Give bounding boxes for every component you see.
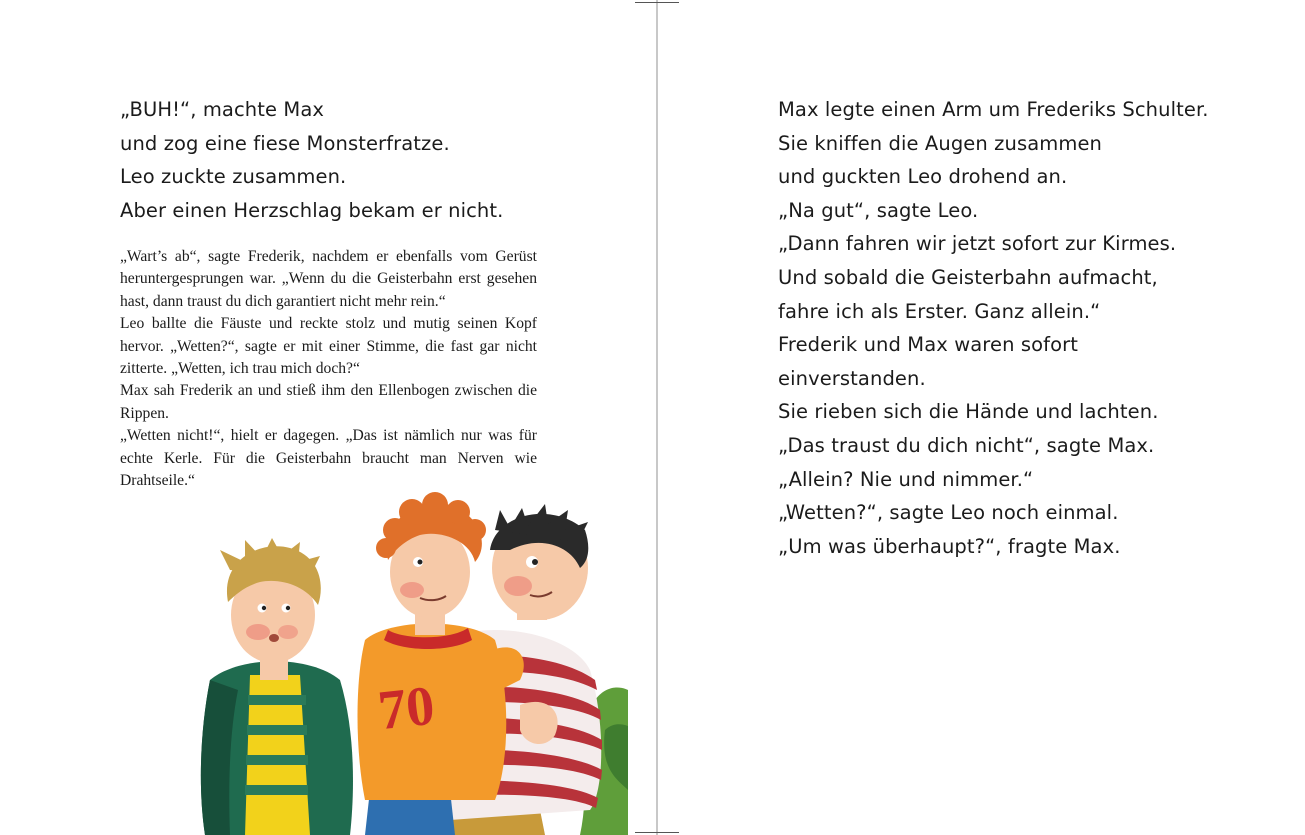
large-text-line: Sie rieben sich die Hände und lachten. <box>778 400 1159 424</box>
jersey-number: 70 <box>375 674 438 743</box>
large-text-line: „Dann fahren wir jetzt sofort zur Kirmes. <box>778 232 1177 256</box>
right-page <box>658 0 1305 835</box>
large-text-line: und zog eine fiese Monsterfratze. <box>120 131 450 155</box>
left-small-text <box>120 246 537 492</box>
large-text-line: „Um was überhaupt?“, fragte Max. <box>778 534 1121 558</box>
large-text-line: „Allein? Nie und nimmer.“ <box>778 467 1034 491</box>
right-large-text <box>778 93 1278 563</box>
three-boys-svg <box>150 490 628 835</box>
large-text-line: Und sobald die Geisterbahn aufmacht, <box>778 265 1158 289</box>
boy-frederik <box>201 538 353 835</box>
large-text-line: „BUH!“, machte Max <box>120 98 325 121</box>
large-text-line: und guckten Leo drohend an. <box>778 165 1068 189</box>
small-paragraph: „Wart’s ab“, sagte Frederik, nachdem er ebenfalls vom Gerüst heruntergesprungen war. „Wenn du die Geisterbahn erst gesehen hast, dann traust du dich garantiert nicht mehr rein.“ <box>120 248 537 310</box>
large-text-line: Max legte einen Arm um Frederiks Schulter. <box>778 98 1209 121</box>
large-text-line: Frederik und Max waren sofort <box>778 333 1078 357</box>
small-paragraph: Max sah Frederik an und stieß ihm den Ellenbogen zwischen die Rippen. <box>120 382 537 422</box>
large-text-line: „Na gut“, sagte Leo. <box>778 198 979 222</box>
left-large-text <box>120 93 600 227</box>
large-text-line: „Wetten?“, sagte Leo noch einmal. <box>778 501 1119 525</box>
large-text-line: Sie kniffen die Augen zusammen <box>778 131 1103 155</box>
three-boys-illustration <box>150 490 628 835</box>
large-text-line: fahre ich als Erster. Ganz allein.“ <box>778 299 1101 323</box>
large-text-line: Aber einen Herzschlag bekam er nicht. <box>120 198 504 222</box>
large-text-line: Leo zuckte zusammen. <box>120 165 347 189</box>
small-paragraph: Leo ballte die Fäuste und reckte stolz und mutig seinen Kopf hervor. „Wetten?“, sagte er mit einer Stimme, die fast gar nicht zitterte. „Wetten, ich trau mich doch?“ <box>120 315 537 378</box>
large-text-line: „Das traust du dich nicht“, sagte Max. <box>778 433 1155 457</box>
small-paragraph: „Wetten nicht!“, hielt er dagegen. „Das ist nämlich nur was für echte Kerle. Für die Geisterbahn braucht man Nerven wie Drahtseile.“ <box>120 427 537 490</box>
large-text-line: einverstanden. <box>778 366 926 390</box>
